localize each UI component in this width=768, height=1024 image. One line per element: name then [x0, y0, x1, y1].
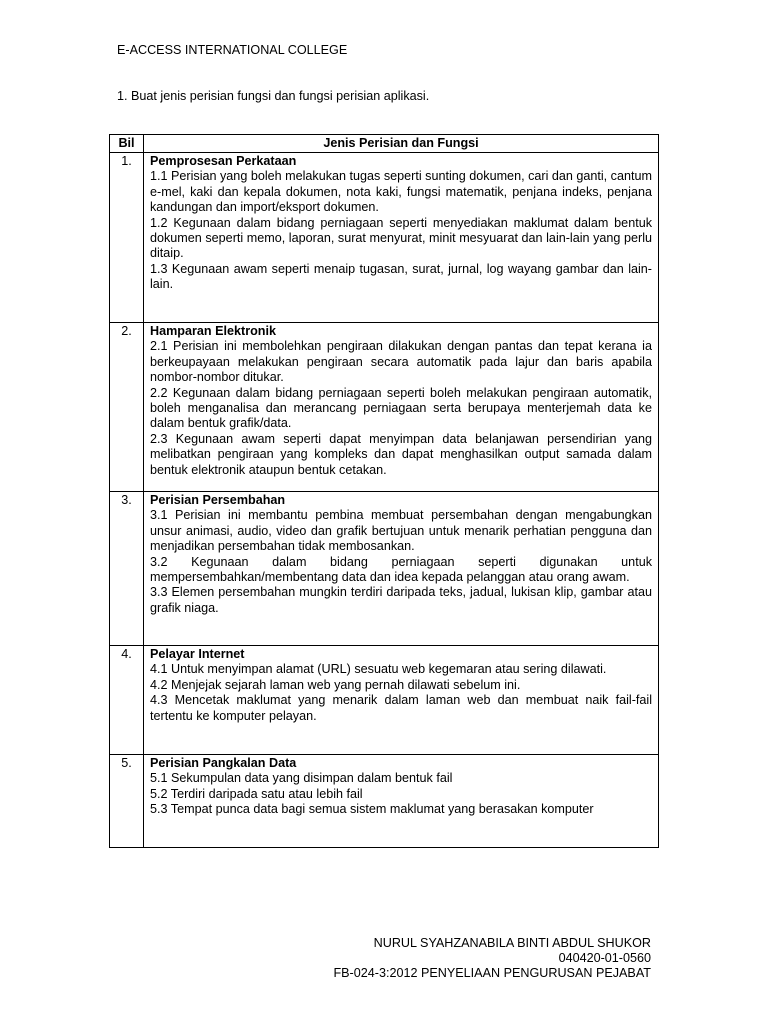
row-number: 5.	[110, 755, 144, 848]
section-item: 4.3 Mencetak maklumat yang menarik dalam laman web dan membuat naik fail-fail tertentu ke komputer pelayan.	[150, 693, 652, 723]
row-content	[144, 323, 659, 492]
section-item: 2.2 Kegunaan dalam bidang perniagaan seperti boleh melakukan pengiraan automatik, boleh menganalisa dan merancang perniagaan serta berupaya menterjemah data ke dalam bentuk grafik/data.	[150, 385, 652, 431]
section-item: 5.3 Tempat punca data bagi semua sistem maklumat yang berasakan komputer	[150, 802, 594, 817]
section-item: 1.1 Perisian yang boleh melakukan tugas seperti sunting dokumen, cari dan ganti, cantum e-mel, kaki dan kepala dokumen, nota kaki, fungsi matematik, penjana indeks, penjana kandungan dan import/eksport dokumen.	[150, 169, 652, 215]
section-item: 4.1 Untuk menyimpan alamat (URL) sesuatu web kegemaran atau sering dilawati.	[150, 662, 607, 677]
course-code: FB-024-3:2012 PENYELIAAN PENGURUSAN PEJABAT	[333, 966, 651, 981]
row-content	[144, 153, 659, 323]
student-footer	[333, 936, 651, 982]
question-text: 1. Buat jenis perisian fungsi dan fungsi perisian aplikasi.	[117, 89, 430, 103]
section-title: Hamparan Elektronik	[150, 324, 276, 338]
table-row	[110, 323, 659, 492]
section-title: Perisian Pangkalan Data	[150, 756, 297, 770]
row-content	[144, 646, 659, 755]
student-name: NURUL SYAHZANABILA BINTI ABDUL SHUKOR	[373, 936, 651, 950]
table-header-row	[110, 135, 659, 153]
section-item: 4.2 Menjejak sejarah laman web yang pernah dilawati sebelum ini.	[150, 677, 521, 692]
section-item: 5.1 Sekumpulan data yang disimpan dalam bentuk fail	[150, 771, 453, 786]
table-row	[110, 755, 659, 848]
row-number: 2.	[110, 323, 144, 492]
section-item: 3.2 Kegunaan dalam bidang perniagaan seperti digunakan untuk mempersembahkan/membentang data dan idea kepada pelanggan atau orang awam.	[150, 554, 652, 585]
section-title: Pemprosesan Perkataan	[150, 154, 297, 168]
section-item: 2.1 Perisian ini membolehkan pengiraan dilakukan dengan pantas dan tepat kerana ia berkeupayaan melakukan pengiraan secara automatik pada lajur dan baris apabila nombor-nombor ditukar.	[150, 339, 652, 385]
column-header-content: Jenis Perisian dan Fungsi	[144, 135, 659, 153]
table-row	[110, 646, 659, 755]
table-row	[110, 153, 659, 323]
software-table	[109, 134, 659, 848]
section-item: 5.2 Terdiri daripada satu atau lebih fail	[150, 786, 363, 801]
row-content	[144, 492, 659, 646]
section-item: 2.3 Kegunaan awam seperti dapat menyimpan data belanjawan persendirian yang melibatkan pengiraan yang kompleks dan dapat menghasilkan output samada dalam bentuk elektronik ataupun bentuk cetakan.	[150, 431, 652, 477]
section-item: 1.3 Kegunaan awam seperti menaip tugasan, surat, jurnal, log wayang gambar dan lain-lain.	[150, 261, 652, 292]
row-number: 1.	[110, 153, 144, 323]
college-header: E-ACCESS INTERNATIONAL COLLEGE	[117, 43, 348, 57]
column-header-bil: Bil	[110, 135, 144, 153]
table-row	[110, 492, 659, 646]
student-id: 040420-01-0560	[558, 951, 651, 966]
row-number: 3.	[110, 492, 144, 646]
row-number: 4.	[110, 646, 144, 755]
section-title: Perisian Persembahan	[150, 493, 286, 507]
section-item: 3.1 Perisian ini membantu pembina membuat persembahan dengan mengabungkan unsur animasi, audio, video dan grafik bertujuan untuk menarik perhatian pengguna dan menjadikan persembahan tidak membosankan.	[150, 508, 652, 554]
row-content	[144, 755, 659, 848]
section-item: 1.2 Kegunaan dalam bidang perniagaan seperti menyediakan maklumat dalam bentuk dokumen seperti memo, laporan, surat menyurat, minit mesyuarat dan lain-lain yang perlu ditaip.	[150, 215, 652, 261]
section-title: Pelayar Internet	[150, 647, 245, 661]
section-item: 3.3 Elemen persembahan mungkin terdiri daripada teks, jadual, lukisan klip, gambar atau grafik niaga.	[150, 585, 652, 615]
